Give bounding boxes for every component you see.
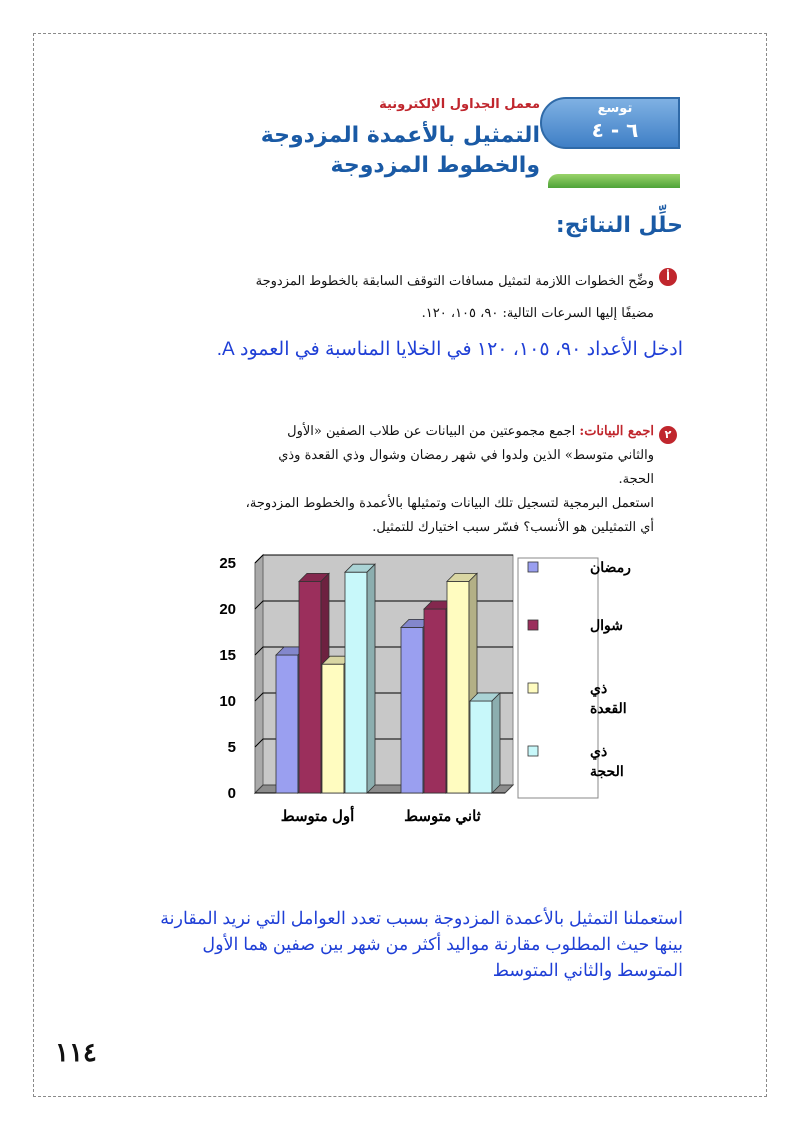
answer-2: [150, 905, 683, 983]
legend-label: ذي: [590, 680, 608, 696]
question-1-line2: مضيفًا إليها السرعات التالية: ٩٠، ١٠٥، ١٢٠.: [421, 306, 654, 321]
legend-label: شوال: [590, 617, 624, 633]
question-2-line1-text: اجمع مجموعتين من البيانات عن طلاب الصفين «الأول: [287, 424, 576, 439]
answer-2-line1: استعملنا التمثيل بالأعمدة المزدوجة بسبب تعدد العوامل التي نريد المقارنة: [160, 908, 683, 928]
bar-front: [447, 581, 469, 793]
bar-front: [470, 701, 492, 793]
question-2-line2: والثاني متوسط» الذين ولدوا في شهر رمضان وشوال وذي القعدة وذي الحجة.: [278, 448, 654, 487]
chart-x-tick-labels: [281, 805, 481, 826]
bar-side: [492, 693, 500, 793]
bar-front: [401, 627, 423, 793]
chart-y-tick-labels: [219, 555, 236, 802]
y-tick-label: 20: [219, 601, 236, 618]
y-tick-label: 25: [219, 555, 236, 572]
bar-front: [322, 664, 344, 793]
question-2-line3: استعمل البرمجية لتسجيل تلك البيانات وتمثيلها بالأعمدة والخطوط المزدوجة،: [245, 496, 654, 511]
y-tick-label: 5: [227, 739, 236, 756]
y-tick-label: 0: [227, 785, 236, 802]
badge-number: ٦ - ٤: [591, 118, 639, 142]
question-2-line1: [240, 420, 654, 444]
bar-front: [299, 581, 321, 793]
plot-side-wall: [255, 555, 263, 793]
legend-label-line2: الحجة: [590, 763, 624, 779]
legend-label-line2: القعدة: [590, 700, 627, 716]
answer-1: ادخل الأعداد ٩٠، ١٠٥، ١٢٠ في الخلايا المناسبة في العمود A.: [216, 339, 683, 360]
answer-2-line3: المتوسط والثاني المتوسط: [492, 960, 683, 980]
bar-front: [424, 609, 446, 793]
x-tick-label: ثاني متوسط: [404, 808, 481, 825]
bar-side: [367, 564, 375, 793]
legend-label: ذي: [590, 743, 608, 759]
lesson-title-line2: والخطوط المزدوجة: [330, 153, 540, 178]
question-1-number: أ: [659, 268, 677, 286]
lesson-title: [240, 121, 540, 181]
bar: [470, 693, 500, 793]
y-tick-label: 10: [219, 693, 236, 710]
birth-months-bar-chart: [200, 548, 631, 838]
question-2-text: [240, 420, 654, 540]
question-2-line4: أي التمثيلين هو الأنسب؟ فسّر سبب اختيارك للتمثيل.: [372, 520, 654, 535]
question-2-number: ٢: [659, 426, 677, 444]
question-2-label: اجمع البيانات:: [579, 424, 654, 439]
answer-2-line2: بينها حيث المطلوب مقارنة مواليد أكثر من شهر بين صفين هما الأول: [202, 934, 683, 954]
bar-front: [276, 655, 298, 793]
legend-swatch: [528, 683, 538, 693]
lesson-title-line1: التمثيل بالأعمدة المزدوجة: [260, 123, 540, 148]
legend-swatch: [528, 562, 538, 572]
bar: [345, 564, 375, 793]
question-1-text: [240, 266, 654, 330]
page-number: ١١٤: [55, 1038, 97, 1068]
legend-label: رمضان: [590, 559, 631, 575]
badge-label: توسع: [597, 101, 633, 116]
legend-box: [518, 558, 598, 798]
x-tick-label: أول متوسط: [280, 808, 355, 825]
analyze-results-heading: حلِّل النتائج:: [555, 213, 683, 238]
question-1-line1: وضِّح الخطوات اللازمة لتمثيل مسافات التوقف السابقة بالخطوط المزدوجة: [255, 274, 654, 289]
bar-front: [345, 572, 367, 793]
lab-title: معمل الجداول الإلكترونية: [379, 97, 540, 112]
y-tick-label: 15: [219, 647, 236, 664]
legend-swatch: [528, 746, 538, 756]
decorative-green-bar: [548, 174, 680, 188]
legend-swatch: [528, 620, 538, 630]
